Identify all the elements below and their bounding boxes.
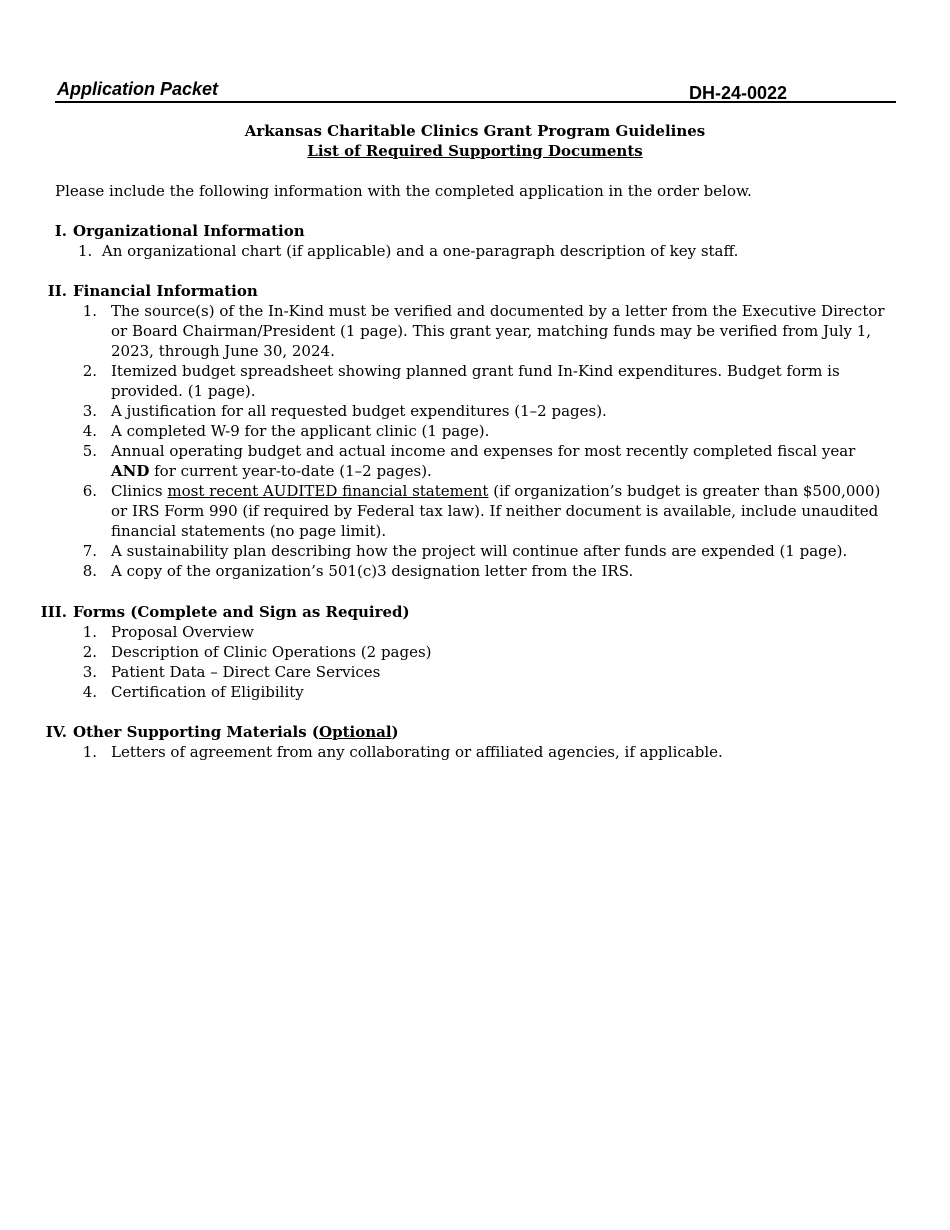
document-title: Arkansas Charitable Clinics Grant Program Guidelines	[244, 122, 706, 140]
section-numeral: I.	[54, 222, 67, 240]
list-item-number: 6.	[82, 482, 97, 500]
section-numeral: IV.	[45, 723, 67, 741]
list-item	[78, 241, 738, 261]
list-item-text: The source(s) of the In-Kind must be verified and documented by a letter from the Executive Director or Board Chairman/President (1 page). This grant year, matching funds may be verified from July 1, 2023, through June 30, 2024.	[111, 302, 885, 360]
list-item-text: A copy of the organization’s 501(c)3 designation letter from the IRS.	[111, 562, 634, 580]
list-item-number: 8.	[82, 562, 97, 580]
list-item-text-continued: for current year-to-date (1–2 pages).	[149, 462, 432, 480]
list-item-text: Patient Data – Direct Care Services	[111, 663, 381, 681]
list-item-text: A completed W-9 for the applicant clinic (1 page).	[111, 422, 490, 440]
list-item-text-continued: (if organization’s budget is greater than $500,000) or IRS Form 990 (if required by Federal tax law). If neither document is available, include unaudited financial statements (no page limit).	[111, 482, 881, 540]
list-item	[0, 561, 888, 581]
list-item-number: 4.	[82, 683, 97, 701]
list-item-text: Proposal Overview	[111, 623, 254, 641]
section-title	[73, 722, 399, 742]
list-item	[0, 301, 888, 361]
document-subtitle: List of Required Supporting Documents	[307, 142, 643, 160]
list-item	[0, 742, 888, 762]
list-item-text: Description of Clinic Operations (2 pages)	[111, 643, 432, 661]
section-title-close: )	[391, 723, 399, 741]
list-item	[0, 541, 888, 561]
list-item-text: Certification of Eligibility	[111, 683, 304, 701]
list-item-number: 1.	[78, 242, 93, 260]
list-item	[0, 441, 888, 481]
list-item-number: 3.	[82, 663, 97, 681]
list-item-text: A sustainability plan describing how the project will continue after funds are expended (1 page).	[111, 542, 848, 560]
list-item-text: Itemized budget spreadsheet showing planned grant fund In-Kind expenditures. Budget form is provided. (1 page).	[111, 362, 840, 400]
list-item-number: 7.	[82, 542, 97, 560]
list-item-number: 1.	[82, 302, 97, 320]
list-item	[0, 421, 888, 441]
list-item-text: Letters of agreement from any collaborating or affiliated agencies, if applicable.	[111, 743, 723, 761]
list-item	[0, 361, 888, 401]
list-item	[0, 401, 888, 421]
header-title: Application Packet	[57, 79, 219, 99]
other-materials-list	[0, 742, 950, 762]
list-item-number: 3.	[82, 402, 97, 420]
emphasis-and: AND	[111, 462, 150, 480]
optional-label: Optional	[319, 723, 392, 741]
section-title: Forms (Complete and Sign as Required)	[73, 603, 410, 621]
list-item-number: 2.	[82, 643, 97, 661]
section-title-text: Other Supporting Materials (	[73, 723, 320, 741]
section-numeral: II.	[47, 282, 67, 300]
list-item-number: 4.	[82, 422, 97, 440]
list-item-number: 5.	[82, 442, 97, 460]
section-title: Organizational Information	[73, 222, 305, 240]
section-title: Financial Information	[73, 282, 258, 300]
document-number: DH-24-0022	[689, 83, 788, 103]
underlined-phrase: most recent AUDITED financial statement	[167, 482, 489, 500]
list-item-text: Clinics	[111, 482, 168, 500]
list-item-text: A justification for all requested budget expenditures (1–2 pages).	[111, 402, 607, 420]
list-item	[0, 481, 888, 541]
forms-items-list	[0, 622, 950, 702]
list-item-number: 2.	[82, 362, 97, 380]
list-item-number: 1.	[82, 623, 97, 641]
list-item-number: 1.	[82, 743, 97, 761]
list-item-text: Annual operating budget and actual income and expenses for most recently completed fiscal year	[111, 442, 856, 460]
intro-paragraph: Please include the following information with the completed application in the order below.	[55, 182, 752, 200]
financial-items-list	[0, 301, 950, 581]
list-item-text: An organizational chart (if applicable) and a one-paragraph description of key staff.	[101, 242, 739, 260]
section-numeral: III.	[40, 603, 67, 621]
list-item	[0, 682, 888, 702]
page-header	[55, 78, 896, 103]
list-item	[0, 642, 888, 662]
list-item	[0, 662, 888, 682]
list-item	[0, 622, 888, 642]
